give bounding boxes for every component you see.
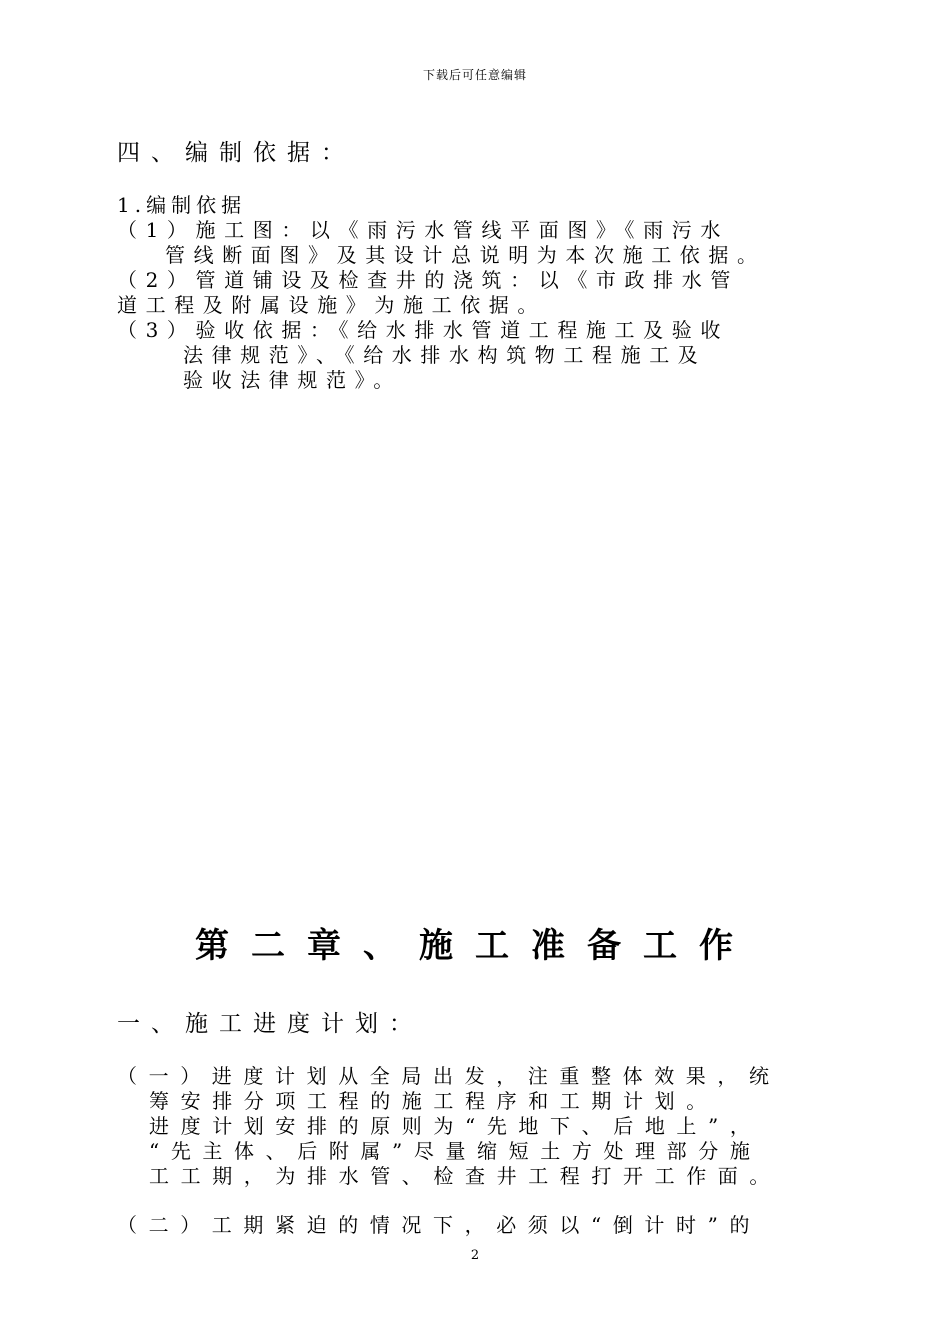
basis-line-4: 道工程及附属设施》为施工依据。 xyxy=(117,293,546,317)
basis-line-2: 管线断面图》及其设计总说明为本次施工依据。 xyxy=(165,243,766,267)
section-one-heading: 一、施工进度计划： xyxy=(117,1011,423,1037)
schedule-line-2: 筹安排分项工程的施工程序和工期计划。 xyxy=(149,1089,718,1113)
schedule-line-5: 工工期，为排水管、检查井工程打开工作面。 xyxy=(149,1164,781,1188)
basis-line-1: （1）施工图：以《雨污水管线平面图》《雨污水 xyxy=(117,218,729,242)
basis-line-3: （2）管道铺设及检查井的浇筑：以《市政排水管 xyxy=(117,268,739,292)
schedule-line-1: （一）进度计划从全局出发，注重整体效果，统 xyxy=(117,1064,781,1088)
chapter-title: 第二章、施工准备工作 xyxy=(195,926,755,966)
section-four-subheading: 1.编制依据 xyxy=(117,193,247,217)
basis-line-5: （3）验收依据：《给水排水管道工程施工及验收 xyxy=(117,318,729,342)
basis-line-7: 验收法律规范》。 xyxy=(183,368,402,392)
header-note: 下载后可任意编辑 xyxy=(422,68,527,82)
schedule-line-6: （二）工期紧迫的情况下，必须以“倒计时”的 xyxy=(117,1213,762,1237)
basis-line-6: 法律规范》、《给水排水构筑物工程施工及 xyxy=(183,343,707,367)
section-four-heading: 四、编制依据： xyxy=(117,140,355,166)
schedule-line-3: 进度计划安排的原则为“先地下、后地上”， xyxy=(149,1114,762,1138)
page-number: 2 xyxy=(470,1248,480,1263)
schedule-line-4: “先主体、后附属”尽量缩短土方处理部分施 xyxy=(149,1139,762,1163)
